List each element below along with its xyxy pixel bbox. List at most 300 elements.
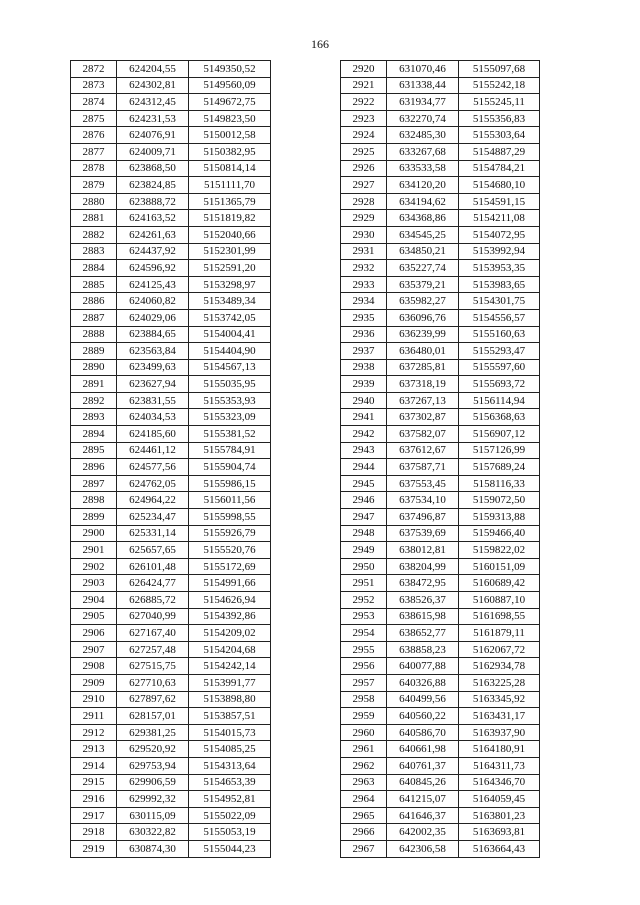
table-row (71, 592, 271, 609)
x-coordinate-cell: 624009,71 (117, 143, 189, 160)
x-coordinate-cell: 637267,13 (387, 392, 459, 409)
table-row (341, 260, 540, 277)
point-number-cell: 2938 (341, 359, 387, 376)
point-number-cell: 2926 (341, 160, 387, 177)
x-coordinate-cell: 636480,01 (387, 343, 459, 360)
point-number-cell: 2944 (341, 459, 387, 476)
coordinates-table-right (340, 60, 540, 858)
x-coordinate-cell: 635227,74 (387, 260, 459, 277)
y-coordinate-cell: 5163801,23 (459, 807, 540, 824)
table-row (71, 475, 271, 492)
x-coordinate-cell: 624029,06 (117, 309, 189, 326)
point-number-cell: 2876 (71, 127, 117, 144)
point-number-cell: 2951 (341, 575, 387, 592)
table-row (71, 110, 271, 127)
x-coordinate-cell: 640560,22 (387, 708, 459, 725)
point-number-cell: 2884 (71, 260, 117, 277)
point-number-cell: 2872 (71, 61, 117, 78)
table-row (71, 840, 271, 857)
table-row (71, 376, 271, 393)
y-coordinate-cell: 5154242,14 (189, 658, 271, 675)
table-row (341, 708, 540, 725)
point-number-cell: 2958 (341, 691, 387, 708)
y-coordinate-cell: 5149560,09 (189, 77, 271, 94)
y-coordinate-cell: 5163693,81 (459, 824, 540, 841)
point-number-cell: 2934 (341, 293, 387, 310)
x-coordinate-cell: 640499,56 (387, 691, 459, 708)
x-coordinate-cell: 634120,20 (387, 177, 459, 194)
point-number-cell: 2895 (71, 442, 117, 459)
y-coordinate-cell: 5162067,72 (459, 641, 540, 658)
y-coordinate-cell: 5154072,95 (459, 226, 540, 243)
x-coordinate-cell: 625657,65 (117, 542, 189, 559)
point-number-cell: 2929 (341, 210, 387, 227)
table-row (71, 807, 271, 824)
table-row (71, 409, 271, 426)
x-coordinate-cell: 637534,10 (387, 492, 459, 509)
point-number-cell: 2901 (71, 542, 117, 559)
x-coordinate-cell: 636096,76 (387, 309, 459, 326)
x-coordinate-cell: 635982,27 (387, 293, 459, 310)
table-row (71, 442, 271, 459)
table-row (341, 658, 540, 675)
point-number-cell: 2907 (71, 641, 117, 658)
x-coordinate-cell: 624125,43 (117, 276, 189, 293)
y-coordinate-cell: 5163225,28 (459, 674, 540, 691)
y-coordinate-cell: 5153991,77 (189, 674, 271, 691)
table-row (341, 741, 540, 758)
table-row (71, 575, 271, 592)
point-number-cell: 2910 (71, 691, 117, 708)
point-number-cell: 2904 (71, 592, 117, 609)
y-coordinate-cell: 5156907,12 (459, 426, 540, 443)
point-number-cell: 2933 (341, 276, 387, 293)
x-coordinate-cell: 624964,22 (117, 492, 189, 509)
x-coordinate-cell: 627257,48 (117, 641, 189, 658)
x-coordinate-cell: 641646,37 (387, 807, 459, 824)
table-row (71, 674, 271, 691)
x-coordinate-cell: 638012,81 (387, 542, 459, 559)
x-coordinate-cell: 637587,71 (387, 459, 459, 476)
table-row (71, 343, 271, 360)
x-coordinate-cell: 629520,92 (117, 741, 189, 758)
point-number-cell: 2950 (341, 558, 387, 575)
table-row (341, 442, 540, 459)
table-row (341, 326, 540, 343)
x-coordinate-cell: 641215,07 (387, 791, 459, 808)
table-row (341, 94, 540, 111)
table-row (71, 160, 271, 177)
y-coordinate-cell: 5149672,75 (189, 94, 271, 111)
x-coordinate-cell: 632485,30 (387, 127, 459, 144)
point-number-cell: 2881 (71, 210, 117, 227)
y-coordinate-cell: 5155784,91 (189, 442, 271, 459)
point-number-cell: 2928 (341, 193, 387, 210)
table-row (341, 674, 540, 691)
y-coordinate-cell: 5163664,43 (459, 840, 540, 857)
x-coordinate-cell: 640845,26 (387, 774, 459, 791)
y-coordinate-cell: 5154991,66 (189, 575, 271, 592)
table-row (71, 177, 271, 194)
table-row (341, 426, 540, 443)
x-coordinate-cell: 633533,58 (387, 160, 459, 177)
table-row (341, 343, 540, 360)
point-number-cell: 2961 (341, 741, 387, 758)
table-row (341, 525, 540, 542)
x-coordinate-cell: 632270,74 (387, 110, 459, 127)
table-row (341, 127, 540, 144)
table-row (341, 459, 540, 476)
y-coordinate-cell: 5154392,86 (189, 608, 271, 625)
y-coordinate-cell: 5152301,99 (189, 243, 271, 260)
x-coordinate-cell: 624461,12 (117, 442, 189, 459)
table-row (341, 160, 540, 177)
y-coordinate-cell: 5154556,57 (459, 309, 540, 326)
y-coordinate-cell: 5155053,19 (189, 824, 271, 841)
y-coordinate-cell: 5160151,09 (459, 558, 540, 575)
point-number-cell: 2891 (71, 376, 117, 393)
y-coordinate-cell: 5155381,52 (189, 426, 271, 443)
point-number-cell: 2935 (341, 309, 387, 326)
point-number-cell: 2940 (341, 392, 387, 409)
y-coordinate-cell: 5153298,97 (189, 276, 271, 293)
x-coordinate-cell: 634545,25 (387, 226, 459, 243)
table-row (341, 724, 540, 741)
point-number-cell: 2896 (71, 459, 117, 476)
point-number-cell: 2967 (341, 840, 387, 857)
table-row (341, 392, 540, 409)
y-coordinate-cell: 5154404,90 (189, 343, 271, 360)
coordinates-table-left (70, 60, 271, 858)
y-coordinate-cell: 5149823,50 (189, 110, 271, 127)
y-coordinate-cell: 5155520,76 (189, 542, 271, 559)
y-coordinate-cell: 5157689,24 (459, 459, 540, 476)
table-row (71, 426, 271, 443)
point-number-cell: 2880 (71, 193, 117, 210)
y-coordinate-cell: 5155044,23 (189, 840, 271, 857)
table-row (71, 326, 271, 343)
x-coordinate-cell: 631338,44 (387, 77, 459, 94)
x-coordinate-cell: 638858,23 (387, 641, 459, 658)
table-row (341, 757, 540, 774)
table-row (341, 575, 540, 592)
x-coordinate-cell: 625331,14 (117, 525, 189, 542)
point-number-cell: 2942 (341, 426, 387, 443)
y-coordinate-cell: 5159313,88 (459, 509, 540, 526)
y-coordinate-cell: 5155998,55 (189, 509, 271, 526)
x-coordinate-cell: 624437,92 (117, 243, 189, 260)
y-coordinate-cell: 5151819,82 (189, 210, 271, 227)
y-coordinate-cell: 5160689,42 (459, 575, 540, 592)
y-coordinate-cell: 5156011,56 (189, 492, 271, 509)
y-coordinate-cell: 5164346,70 (459, 774, 540, 791)
x-coordinate-cell: 633267,68 (387, 143, 459, 160)
y-coordinate-cell: 5155172,69 (189, 558, 271, 575)
x-coordinate-cell: 637539,69 (387, 525, 459, 542)
point-number-cell: 2936 (341, 326, 387, 343)
point-number-cell: 2957 (341, 674, 387, 691)
y-coordinate-cell: 5155693,72 (459, 376, 540, 393)
y-coordinate-cell: 5155356,83 (459, 110, 540, 127)
x-coordinate-cell: 623563,84 (117, 343, 189, 360)
x-coordinate-cell: 638526,37 (387, 592, 459, 609)
table-row (341, 774, 540, 791)
point-number-cell: 2959 (341, 708, 387, 725)
y-coordinate-cell: 5155242,18 (459, 77, 540, 94)
table-row (341, 807, 540, 824)
x-coordinate-cell: 623824,85 (117, 177, 189, 194)
point-number-cell: 2965 (341, 807, 387, 824)
y-coordinate-cell: 5155022,09 (189, 807, 271, 824)
y-coordinate-cell: 5153857,51 (189, 708, 271, 725)
point-number-cell: 2922 (341, 94, 387, 111)
y-coordinate-cell: 5161698,55 (459, 608, 540, 625)
point-number-cell: 2899 (71, 509, 117, 526)
point-number-cell: 2916 (71, 791, 117, 808)
x-coordinate-cell: 630874,30 (117, 840, 189, 857)
x-coordinate-cell: 627515,75 (117, 658, 189, 675)
y-coordinate-cell: 5150814,14 (189, 160, 271, 177)
table-row (341, 691, 540, 708)
point-number-cell: 2908 (71, 658, 117, 675)
x-coordinate-cell: 628157,01 (117, 708, 189, 725)
table-row (71, 309, 271, 326)
y-coordinate-cell: 5160887,10 (459, 592, 540, 609)
x-coordinate-cell: 629381,25 (117, 724, 189, 741)
point-number-cell: 2917 (71, 807, 117, 824)
table-row (341, 243, 540, 260)
point-number-cell: 2930 (341, 226, 387, 243)
y-coordinate-cell: 5162934,78 (459, 658, 540, 675)
y-coordinate-cell: 5155904,74 (189, 459, 271, 476)
point-number-cell: 2886 (71, 293, 117, 310)
point-number-cell: 2885 (71, 276, 117, 293)
point-number-cell: 2882 (71, 226, 117, 243)
point-number-cell: 2878 (71, 160, 117, 177)
point-number-cell: 2964 (341, 791, 387, 808)
x-coordinate-cell: 634850,21 (387, 243, 459, 260)
point-number-cell: 2949 (341, 542, 387, 559)
y-coordinate-cell: 5150382,95 (189, 143, 271, 160)
x-coordinate-cell: 624577,56 (117, 459, 189, 476)
point-number-cell: 2903 (71, 575, 117, 592)
x-coordinate-cell: 624185,60 (117, 426, 189, 443)
x-coordinate-cell: 624060,82 (117, 293, 189, 310)
y-coordinate-cell: 5164311,73 (459, 757, 540, 774)
y-coordinate-cell: 5163937,90 (459, 724, 540, 741)
point-number-cell: 2892 (71, 392, 117, 409)
x-coordinate-cell: 630115,09 (117, 807, 189, 824)
table-row (71, 392, 271, 409)
point-number-cell: 2900 (71, 525, 117, 542)
table-row (341, 276, 540, 293)
table-row (341, 77, 540, 94)
table-row (341, 409, 540, 426)
y-coordinate-cell: 5154085,25 (189, 741, 271, 758)
table-row (341, 824, 540, 841)
x-coordinate-cell: 624596,92 (117, 260, 189, 277)
x-coordinate-cell: 623499,63 (117, 359, 189, 376)
x-coordinate-cell: 623831,55 (117, 392, 189, 409)
point-number-cell: 2931 (341, 243, 387, 260)
table-row (71, 143, 271, 160)
point-number-cell: 2943 (341, 442, 387, 459)
point-number-cell: 2914 (71, 757, 117, 774)
table-row (71, 558, 271, 575)
y-coordinate-cell: 5150012,58 (189, 127, 271, 144)
y-coordinate-cell: 5153983,65 (459, 276, 540, 293)
x-coordinate-cell: 642306,58 (387, 840, 459, 857)
x-coordinate-cell: 627710,63 (117, 674, 189, 691)
point-number-cell: 2889 (71, 343, 117, 360)
table-row (341, 592, 540, 609)
table-row (341, 110, 540, 127)
point-number-cell: 2890 (71, 359, 117, 376)
table-row (71, 824, 271, 841)
table-row (71, 791, 271, 808)
table-row (71, 608, 271, 625)
table-row (71, 193, 271, 210)
x-coordinate-cell: 627897,62 (117, 691, 189, 708)
y-coordinate-cell: 5154567,13 (189, 359, 271, 376)
x-coordinate-cell: 627167,40 (117, 625, 189, 642)
point-number-cell: 2909 (71, 674, 117, 691)
x-coordinate-cell: 634194,62 (387, 193, 459, 210)
point-number-cell: 2902 (71, 558, 117, 575)
table-row (341, 376, 540, 393)
x-coordinate-cell: 626885,72 (117, 592, 189, 609)
table-row (71, 61, 271, 78)
table-row (341, 293, 540, 310)
x-coordinate-cell: 635379,21 (387, 276, 459, 293)
y-coordinate-cell: 5154211,08 (459, 210, 540, 227)
x-coordinate-cell: 624034,53 (117, 409, 189, 426)
x-coordinate-cell: 629753,94 (117, 757, 189, 774)
x-coordinate-cell: 626424,77 (117, 575, 189, 592)
table-row (341, 608, 540, 625)
y-coordinate-cell: 5154004,41 (189, 326, 271, 343)
x-coordinate-cell: 638472,95 (387, 575, 459, 592)
y-coordinate-cell: 5155353,93 (189, 392, 271, 409)
x-coordinate-cell: 626101,48 (117, 558, 189, 575)
x-coordinate-cell: 637496,87 (387, 509, 459, 526)
point-number-cell: 2875 (71, 110, 117, 127)
y-coordinate-cell: 5155986,15 (189, 475, 271, 492)
y-coordinate-cell: 5153898,80 (189, 691, 271, 708)
table-row (341, 309, 540, 326)
table-row (341, 558, 540, 575)
x-coordinate-cell: 623884,65 (117, 326, 189, 343)
table-row (71, 525, 271, 542)
point-number-cell: 2918 (71, 824, 117, 841)
y-coordinate-cell: 5163345,92 (459, 691, 540, 708)
x-coordinate-cell: 631070,46 (387, 61, 459, 78)
y-coordinate-cell: 5153489,34 (189, 293, 271, 310)
y-coordinate-cell: 5154680,10 (459, 177, 540, 194)
y-coordinate-cell: 5154626,94 (189, 592, 271, 609)
x-coordinate-cell: 640326,88 (387, 674, 459, 691)
table-row (341, 61, 540, 78)
y-coordinate-cell: 5154015,73 (189, 724, 271, 741)
y-coordinate-cell: 5154952,81 (189, 791, 271, 808)
point-number-cell: 2960 (341, 724, 387, 741)
y-coordinate-cell: 5155160,63 (459, 326, 540, 343)
point-number-cell: 2913 (71, 741, 117, 758)
y-coordinate-cell: 5154313,64 (189, 757, 271, 774)
y-coordinate-cell: 5158116,33 (459, 475, 540, 492)
y-coordinate-cell: 5151365,79 (189, 193, 271, 210)
point-number-cell: 2927 (341, 177, 387, 194)
point-number-cell: 2946 (341, 492, 387, 509)
y-coordinate-cell: 5163431,17 (459, 708, 540, 725)
table-row (71, 260, 271, 277)
x-coordinate-cell: 636239,99 (387, 326, 459, 343)
table-row (71, 226, 271, 243)
point-number-cell: 2893 (71, 409, 117, 426)
x-coordinate-cell: 637553,45 (387, 475, 459, 492)
point-number-cell: 2879 (71, 177, 117, 194)
x-coordinate-cell: 640761,37 (387, 757, 459, 774)
x-coordinate-cell: 624204,55 (117, 61, 189, 78)
y-coordinate-cell: 5155293,47 (459, 343, 540, 360)
y-coordinate-cell: 5155245,11 (459, 94, 540, 111)
point-number-cell: 2963 (341, 774, 387, 791)
y-coordinate-cell: 5154301,75 (459, 293, 540, 310)
point-number-cell: 2912 (71, 724, 117, 741)
point-number-cell: 2947 (341, 509, 387, 526)
table-row (71, 293, 271, 310)
y-coordinate-cell: 5154784,21 (459, 160, 540, 177)
table-row (341, 210, 540, 227)
x-coordinate-cell: 638204,99 (387, 558, 459, 575)
y-coordinate-cell: 5155926,79 (189, 525, 271, 542)
point-number-cell: 2921 (341, 77, 387, 94)
x-coordinate-cell: 624261,63 (117, 226, 189, 243)
table-row (341, 509, 540, 526)
point-number-cell: 2924 (341, 127, 387, 144)
table-row (71, 658, 271, 675)
y-coordinate-cell: 5155597,60 (459, 359, 540, 376)
table-row (341, 840, 540, 857)
point-number-cell: 2888 (71, 326, 117, 343)
x-coordinate-cell: 629906,59 (117, 774, 189, 791)
y-coordinate-cell: 5154887,29 (459, 143, 540, 160)
y-coordinate-cell: 5153953,35 (459, 260, 540, 277)
y-coordinate-cell: 5159072,50 (459, 492, 540, 509)
point-number-cell: 2941 (341, 409, 387, 426)
x-coordinate-cell: 623888,72 (117, 193, 189, 210)
point-number-cell: 2954 (341, 625, 387, 642)
x-coordinate-cell: 638615,98 (387, 608, 459, 625)
x-coordinate-cell: 637302,87 (387, 409, 459, 426)
y-coordinate-cell: 5154204,68 (189, 641, 271, 658)
x-coordinate-cell: 624762,05 (117, 475, 189, 492)
y-coordinate-cell: 5153742,05 (189, 309, 271, 326)
y-coordinate-cell: 5149350,52 (189, 61, 271, 78)
y-coordinate-cell: 5157126,99 (459, 442, 540, 459)
point-number-cell: 2939 (341, 376, 387, 393)
y-coordinate-cell: 5153992,94 (459, 243, 540, 260)
table-row (341, 193, 540, 210)
x-coordinate-cell: 642002,35 (387, 824, 459, 841)
y-coordinate-cell: 5155035,95 (189, 376, 271, 393)
point-number-cell: 2897 (71, 475, 117, 492)
x-coordinate-cell: 624163,52 (117, 210, 189, 227)
x-coordinate-cell: 634368,86 (387, 210, 459, 227)
table-row (71, 243, 271, 260)
x-coordinate-cell: 638652,77 (387, 625, 459, 642)
table-row (341, 625, 540, 642)
